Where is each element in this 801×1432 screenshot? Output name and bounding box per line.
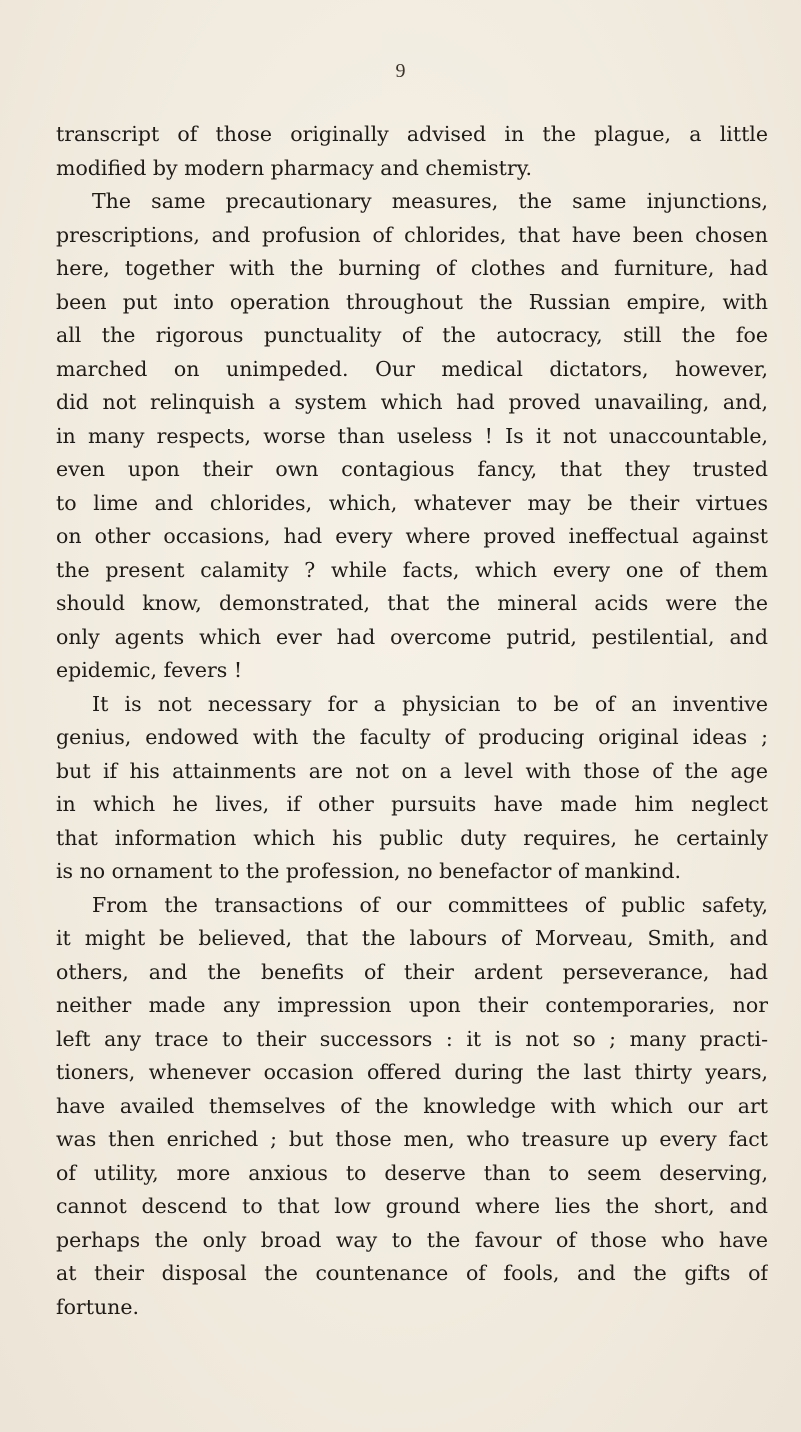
text-line: only agents which ever had overcome putrid, pestilential, and — [56, 624, 768, 649]
text-line: of utility, more anxious to deserve than to seem deserving, — [56, 1160, 768, 1185]
paragraph — [56, 118, 768, 185]
text-line: should know, demonstrated, that the mineral acids were the — [56, 591, 768, 615]
text-line: The same precautionary measures, the same injunctions, — [92, 189, 768, 213]
text-line: been put into operation throughout the Russian empire, with — [56, 289, 768, 314]
text-line: genius, endowed with the faculty of producing original ideas ; — [56, 725, 768, 749]
text-line: all the rigorous punctuality of the autocracy, still the foe — [56, 323, 768, 347]
text-line: to lime and chlorides, which, whatever may be their virtues — [56, 490, 768, 515]
body-text — [56, 118, 768, 1324]
text-line: the present calamity ? while facts, which every one of them — [56, 557, 768, 582]
text-line: It is not necessary for a physician to be of an inventive — [92, 691, 768, 716]
text-line: neither made any impression upon their contemporaries, nor — [56, 993, 768, 1017]
text-line: cannot descend to that low ground where lies the short, and — [56, 1194, 768, 1218]
text-line: prescriptions, and profusion of chlorides, that have been chosen — [56, 222, 768, 247]
text-line: perhaps the only broad way to the favour of those who have — [56, 1227, 768, 1252]
text-line: is no ornament to the profession, no benefactor of mankind. — [56, 859, 682, 883]
paragraph — [56, 185, 768, 688]
text-line: on other occasions, had every where proved ineffectual against — [56, 524, 768, 548]
text-line: tioners, whenever occasion offered during the last thirty years, — [56, 1060, 768, 1084]
text-line: epidemic, fevers ! — [56, 658, 243, 682]
text-line: marched on unimpeded. Our medical dictators, however, — [56, 356, 768, 381]
text-line: but if his attainments are not on a level with those of the age — [56, 758, 768, 783]
page-number: 9 — [395, 60, 406, 82]
text-line: modified by modern pharmacy and chemistry. — [56, 155, 533, 180]
text-line: left any trace to their successors : it is not so ; many practi- — [56, 1026, 768, 1051]
text-line: transcript of those originally advised in the plague, a little — [56, 122, 768, 146]
text-line: even upon their own contagious fancy, that they trusted — [56, 457, 768, 481]
text-line: that information which his public duty requires, he certainly — [56, 825, 768, 850]
text-line: others, and the benefits of their ardent perseverance, had — [56, 959, 768, 984]
text-line: in which he lives, if other pursuits have made him neglect — [56, 792, 768, 816]
text-line: From the transactions of our committees of public safety, — [92, 892, 768, 917]
text-line: did not relinquish a system which had proved unavailing, and, — [56, 390, 768, 414]
text-line: fortune. — [56, 1294, 140, 1319]
paragraph — [56, 889, 768, 1325]
text-line: have availed themselves of the knowledge with which our art — [56, 1093, 768, 1118]
text-line: at their disposal the countenance of fools, and the gifts of — [56, 1261, 768, 1285]
text-line: in many respects, worse than useless ! Is it not unaccountable, — [56, 423, 768, 448]
paragraph — [56, 688, 768, 889]
text-line: was then enriched ; but those men, who treasure up every fact — [56, 1127, 768, 1151]
text-line: here, together with the burning of clothes and furniture, had — [56, 256, 768, 280]
text-line: it might be believed, that the labours of Morveau, Smith, and — [56, 926, 768, 950]
